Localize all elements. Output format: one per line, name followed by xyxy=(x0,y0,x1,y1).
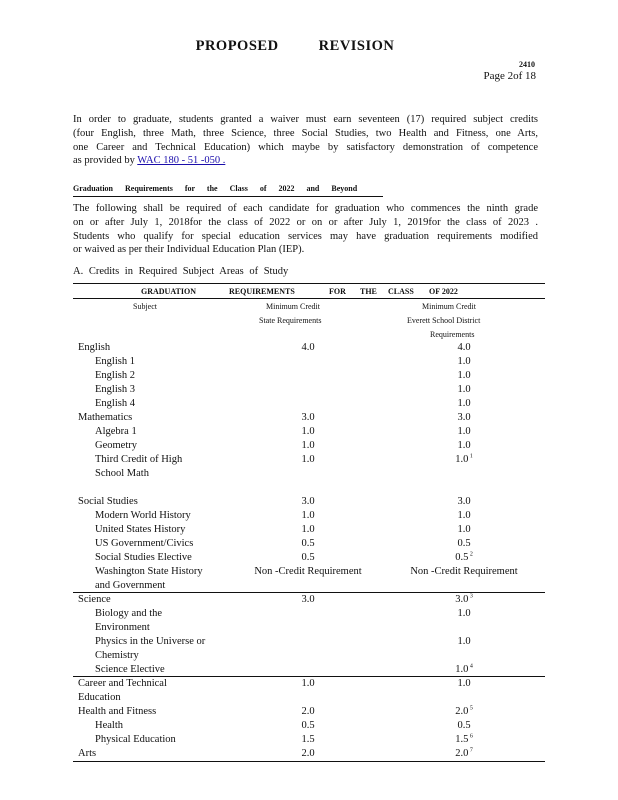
rules-line: Students who qualify for special education services may have graduation requirements modified xyxy=(73,230,538,242)
footnote-marker: 3 xyxy=(468,593,473,600)
table-row xyxy=(78,397,538,411)
table-row xyxy=(78,355,538,369)
footnote-marker: 7 xyxy=(468,747,473,754)
page-title xyxy=(0,38,590,55)
state-credit-value: 1.0 xyxy=(301,510,315,521)
state-credit-value: 0.5 xyxy=(301,538,315,549)
requirements-paragraph xyxy=(73,202,538,257)
document-number: 2410 xyxy=(519,60,535,69)
intro-line: (four English, three Math, three Science, three Social Studies, two Health and Fitness, one Arts, xyxy=(73,127,538,139)
state-credit-value: 3.0 xyxy=(301,412,315,423)
intro-line-prefix: as provided by xyxy=(73,155,138,167)
state-credit-value: 4.0 xyxy=(301,342,315,353)
state-credit-value: 1.0 xyxy=(301,678,315,689)
header-requirements: REQUIREMENTS xyxy=(229,287,295,296)
district-credit-value: 1.0 xyxy=(457,510,471,521)
table-row xyxy=(78,523,538,537)
table-row xyxy=(78,593,538,607)
table-row xyxy=(78,677,538,691)
footnote-marker: 1 xyxy=(468,453,473,460)
state-credit-value: Non -Credit Requirement xyxy=(254,566,362,577)
district-credit-value: 1.0 xyxy=(457,678,471,689)
subject-cell: English xyxy=(78,342,111,353)
rules-line: on or after July 1, 2018for the class of 2022 or on or after July 1, 2019for the class of 2023 . xyxy=(73,216,538,228)
rule-before-science xyxy=(73,592,545,593)
header-graduation: GRADUATION xyxy=(141,287,196,296)
subheading-underline xyxy=(73,196,383,197)
state-credit-value: 1.0 xyxy=(301,454,315,465)
district-credit-value: 1.0 xyxy=(457,398,471,409)
header-for: FOR xyxy=(329,287,346,296)
district-credit-value: 1.0 xyxy=(457,356,471,367)
district-credit-value: 2.0 $^7$ xyxy=(455,747,473,759)
table-row xyxy=(78,565,538,579)
subject-cell: Physical Education xyxy=(95,734,176,745)
table-row xyxy=(78,621,538,635)
table-row xyxy=(78,341,538,355)
subject-cell: Science Elective xyxy=(95,664,165,675)
district-credit-value: 1.0 xyxy=(457,440,471,451)
table-row xyxy=(78,481,538,495)
subject-cell: Physics in the Universe or xyxy=(95,636,206,647)
table-top-rule xyxy=(73,283,545,284)
subject-cell: Washington State History xyxy=(95,566,203,577)
table-bottom-rule xyxy=(73,761,545,762)
subject-cell: Chemistry xyxy=(95,650,139,661)
district-credit-value: 1.0 $^1$ xyxy=(455,453,473,465)
district-credit-value: 3.0 xyxy=(457,496,471,507)
header-the: THE xyxy=(360,287,377,296)
subject-cell: English 4 xyxy=(95,398,135,409)
subject-cell: Social Studies xyxy=(78,496,138,507)
district-credit-value: 4.0 xyxy=(457,342,471,353)
district-credit-value: 1.0 xyxy=(457,524,471,535)
header-district-line1: Minimum Credit xyxy=(422,302,476,311)
page-number: Page 2of 18 xyxy=(483,70,536,82)
table-row xyxy=(78,537,538,551)
district-credit-value: Non -Credit Requirement xyxy=(410,566,518,577)
subject-cell: Geometry xyxy=(95,440,137,451)
table-row xyxy=(78,663,538,677)
title-word-proposed: PROPOSED xyxy=(195,38,279,54)
table-row xyxy=(78,649,538,663)
district-credit-value: 1.0 $^4$ xyxy=(455,663,473,675)
intro-paragraph xyxy=(73,113,538,168)
table-row xyxy=(78,579,538,593)
subject-cell: and Government xyxy=(95,580,166,591)
rules-line: The following shall be required of each candidate for graduation who commences the ninth grade xyxy=(73,203,538,214)
table-row xyxy=(78,453,538,467)
subject-cell: Career and Technical xyxy=(78,678,167,689)
state-credit-value: 3.0 xyxy=(301,496,315,507)
rules-line: or waived as per their Individual Education Plan (IEP). xyxy=(73,244,305,256)
subject-cell: Modern World History xyxy=(95,510,191,521)
header-state-line1: Minimum Credit xyxy=(266,302,320,311)
graduation-subheading: Graduation Requirements for the Class of 2022 and Beyond xyxy=(73,184,358,193)
state-credit-value: 0.5 xyxy=(301,552,315,563)
subject-cell: English 3 xyxy=(95,384,135,395)
footnote-marker: 4 xyxy=(468,663,473,670)
district-credit-value: 0.5 xyxy=(457,720,471,731)
table-row xyxy=(78,369,538,383)
subject-cell: US Government/Civics xyxy=(95,538,194,549)
state-credit-value: 1.0 xyxy=(301,426,315,437)
district-credit-value: 3.0 xyxy=(457,412,471,423)
table-row xyxy=(78,439,538,453)
subject-cell: Science xyxy=(78,594,111,605)
table-row xyxy=(78,705,538,719)
table-row xyxy=(78,509,538,523)
table-row xyxy=(78,383,538,397)
subject-cell: Social Studies Elective xyxy=(95,552,192,563)
state-credit-value: 0.5 xyxy=(301,720,315,731)
state-credit-value: 2.0 xyxy=(301,748,315,759)
subject-cell: Mathematics xyxy=(78,412,133,423)
footnote-marker: 2 xyxy=(468,551,473,558)
district-credit-value: 1.0 xyxy=(457,608,471,619)
subject-cell: Environment xyxy=(95,622,150,633)
table-row xyxy=(78,607,538,621)
district-credit-value: 1.0 xyxy=(457,370,471,381)
subject-cell: Biology and the xyxy=(95,608,163,619)
subject-cell: Health and Fitness xyxy=(78,706,157,717)
state-credit-value: 1.0 xyxy=(301,440,315,451)
state-credit-value: 1.5 xyxy=(301,734,315,745)
district-credit-value: 1.0 xyxy=(457,636,471,647)
subject-cell: Arts xyxy=(78,748,97,759)
district-credit-value: 2.0 $^5$ xyxy=(455,705,473,717)
intro-last-line xyxy=(73,154,538,168)
header-state-line2: State Requirements xyxy=(259,316,322,325)
table-row xyxy=(78,691,538,705)
subject-cell: United States History xyxy=(95,524,186,535)
table-row xyxy=(78,747,538,761)
subject-cell: Algebra 1 xyxy=(95,426,137,437)
rule-before-career xyxy=(73,676,545,677)
footnote-marker: 6 xyxy=(468,733,473,740)
footnote-marker: 5 xyxy=(468,705,473,712)
intro-line: In order to graduate, students granted a waiver must earn seventeen (17) required subject credits xyxy=(73,114,538,125)
state-credit-value: 1.0 xyxy=(301,524,315,535)
district-credit-value: 1.0 xyxy=(457,384,471,395)
header-district-line3: Requirements xyxy=(430,330,475,339)
subject-cell: English 1 xyxy=(95,356,135,367)
table-row xyxy=(78,495,538,509)
subject-cell: Education xyxy=(78,692,121,703)
table-row xyxy=(78,425,538,439)
table-row xyxy=(78,411,538,425)
district-credit-value: 0.5 xyxy=(457,538,471,549)
table-row xyxy=(78,719,538,733)
header-of-year: OF 2022 xyxy=(429,287,458,296)
district-credit-value: 0.5 $^2$ xyxy=(455,551,473,563)
table-row xyxy=(78,635,538,649)
table-row xyxy=(78,733,538,747)
subject-cell: English 2 xyxy=(95,370,135,381)
intro-line: one Career and Technical Education) which maybe by satisfactory demonstration of competence xyxy=(73,141,538,153)
header-class: CLASS xyxy=(388,287,414,296)
subject-cell: Health xyxy=(95,720,123,731)
subject-cell: Third Credit of High xyxy=(95,454,183,465)
state-credit-value: 2.0 xyxy=(301,706,315,717)
subject-cell: School Math xyxy=(95,468,149,479)
wac-link[interactable]: WAC 180 - 51 -050 . xyxy=(137,155,226,167)
district-credit-value: 1.0 xyxy=(457,426,471,437)
header-district-line2: Everett School District xyxy=(407,316,481,325)
state-credit-value: 3.0 xyxy=(301,594,315,605)
table-row xyxy=(78,551,538,565)
header-subject: Subject xyxy=(133,302,157,311)
table-row xyxy=(78,467,538,481)
header-rule xyxy=(73,298,545,299)
section-a-heading: A. Credits in Required Subject Areas of Study xyxy=(73,266,289,277)
district-credit-value: 1.5 $^6$ xyxy=(455,733,473,745)
title-word-revision: REVISION xyxy=(318,38,395,54)
district-credit-value: 3.0 $^3$ xyxy=(455,593,473,605)
